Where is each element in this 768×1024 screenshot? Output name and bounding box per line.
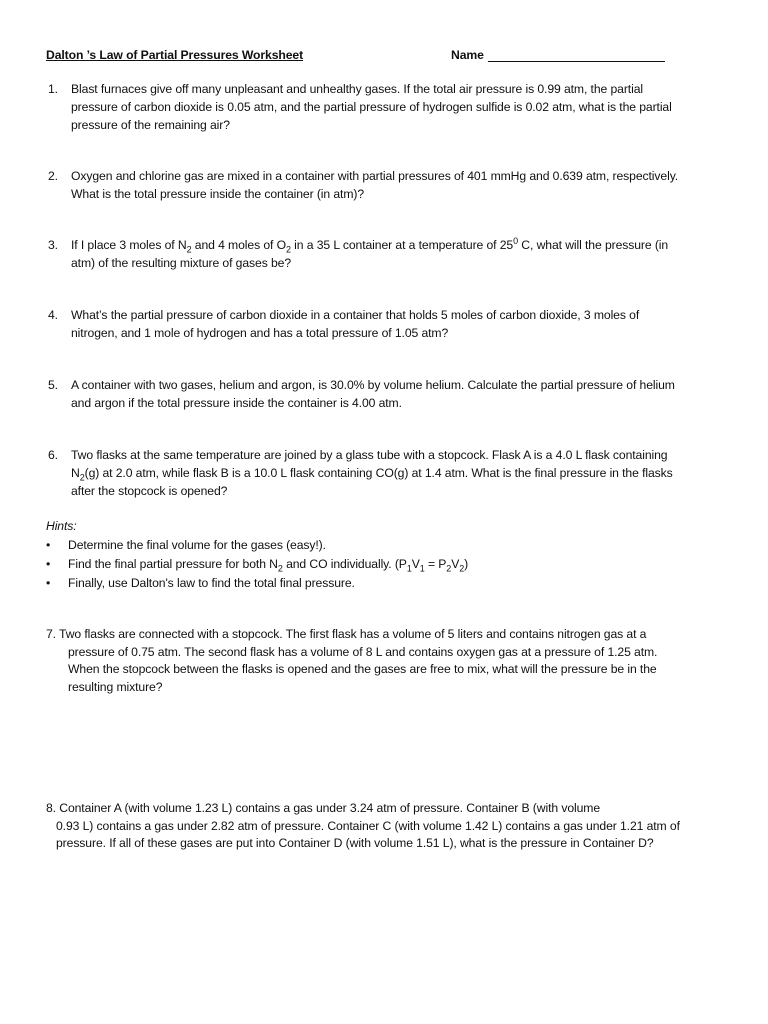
hints-label: Hints:	[46, 519, 77, 533]
question-line: resulting mixture?	[68, 679, 163, 694]
question-4	[46, 306, 726, 342]
question-number: 5.	[48, 378, 58, 392]
question-line: atm) of the resulting mixture of gases be?	[71, 256, 292, 270]
name-label: Name	[451, 48, 484, 62]
question-line: A container with two gases, helium and argon, is 30.0% by volume helium. Calculate the partial pressure of helium	[71, 378, 675, 392]
question-line: Two flasks at the same temperature are joined by a glass tube with a stopcock. Flask A is a 4.0 L flask containing	[71, 448, 668, 462]
question-line: 8. Container A (with volume 1.23 L) contains a gas under 3.24 atm of pressure. Container B (with volume	[46, 801, 601, 815]
question-line: Blast furnaces give off many unpleasant and unhealthy gases. If the total air pressure is 0.99 atm, the partial	[71, 82, 643, 96]
question-line: pressure of carbon dioxide is 0.05 atm, and the partial pressure of hydrogen sulfide is 0.02 atm, what is the partial	[71, 100, 672, 114]
question-7	[46, 626, 726, 696]
question-number: 2.	[48, 169, 58, 183]
bullet-icon: •	[46, 557, 51, 571]
question-5	[46, 376, 726, 412]
question-line: after the stopcock is opened?	[71, 484, 228, 498]
question-line: 0.93 L) contains a gas under 2.82 atm of pressure. Container C (with volume 1.42 L) contains a gas under 1.21 atm of	[56, 818, 680, 833]
question-1	[46, 80, 726, 134]
question-number: 1.	[48, 82, 58, 96]
worksheet-title: Dalton ’s Law of Partial Pressures Worksheet	[46, 48, 304, 62]
question-line: What is the total pressure inside the container (in atm)?	[71, 187, 365, 201]
bullet-icon: •	[46, 538, 51, 552]
name-blank-line	[488, 61, 665, 62]
hint-item: • Find the final partial pressure for both $N_2$ and CO individually. $(P_1V_1 = P_2V_2)$	[46, 557, 469, 574]
question-line: What’s the partial pressure of carbon dioxide in a container that holds 5 moles of carbon dioxide, 3 moles of	[71, 308, 640, 322]
question-line: and argon if the total pressure inside the container is 4.00 atm.	[71, 396, 402, 410]
question-6	[46, 446, 726, 500]
question-line: 7. Two flasks are connected with a stopcock. The first flask has a volume of 5 liters and contains nitrogen gas at a	[46, 627, 647, 641]
question-line: pressure of the remaining air?	[71, 118, 230, 132]
question-line: When the stopcock between the flasks is opened and the gases are free to mix, what will the pressure be in the	[68, 662, 657, 676]
bullet-icon: •	[46, 576, 51, 590]
question-line: $N_2(g)$ at 2.0 atm, while flask B is a 10.0 L flask containing CO(g) at 1.4 atm. What is the final pressure in the flasks	[71, 466, 673, 483]
question-line: Oxygen and chlorine gas are mixed in a container with partial pressures of 401 mmHg and 0.639 atm, respectively.	[71, 169, 679, 183]
question-line: nitrogen, and 1 mole of hydrogen and has a total pressure of 1.05 atm?	[71, 326, 449, 340]
question-3	[46, 236, 726, 272]
question-line: pressure of 0.75 atm. The second flask has a volume of 8 L and contains oxygen gas at a pressure of 1.25 atm.	[68, 644, 658, 659]
question-2	[46, 167, 726, 203]
hint-item: • Finally, use Dalton's law to find the total final pressure.	[46, 574, 468, 593]
hints-list	[46, 536, 468, 593]
hint-item: • Determine the final volume for the gases (easy!).	[46, 536, 468, 555]
question-number: 3.	[48, 238, 58, 252]
question-number: 4.	[48, 308, 58, 322]
question-8	[46, 800, 726, 853]
question-number: 6.	[48, 448, 58, 462]
question-line: If I place 3 moles of $N_2$ and 4 moles of $O_2$ in a 35 L container at a temperature of $25^0$ C, what will the pressure (in	[71, 235, 669, 255]
question-line: pressure. If all of these gases are put into Container D (with volume 1.51 L), what is the pressure in Container D?	[56, 836, 654, 850]
